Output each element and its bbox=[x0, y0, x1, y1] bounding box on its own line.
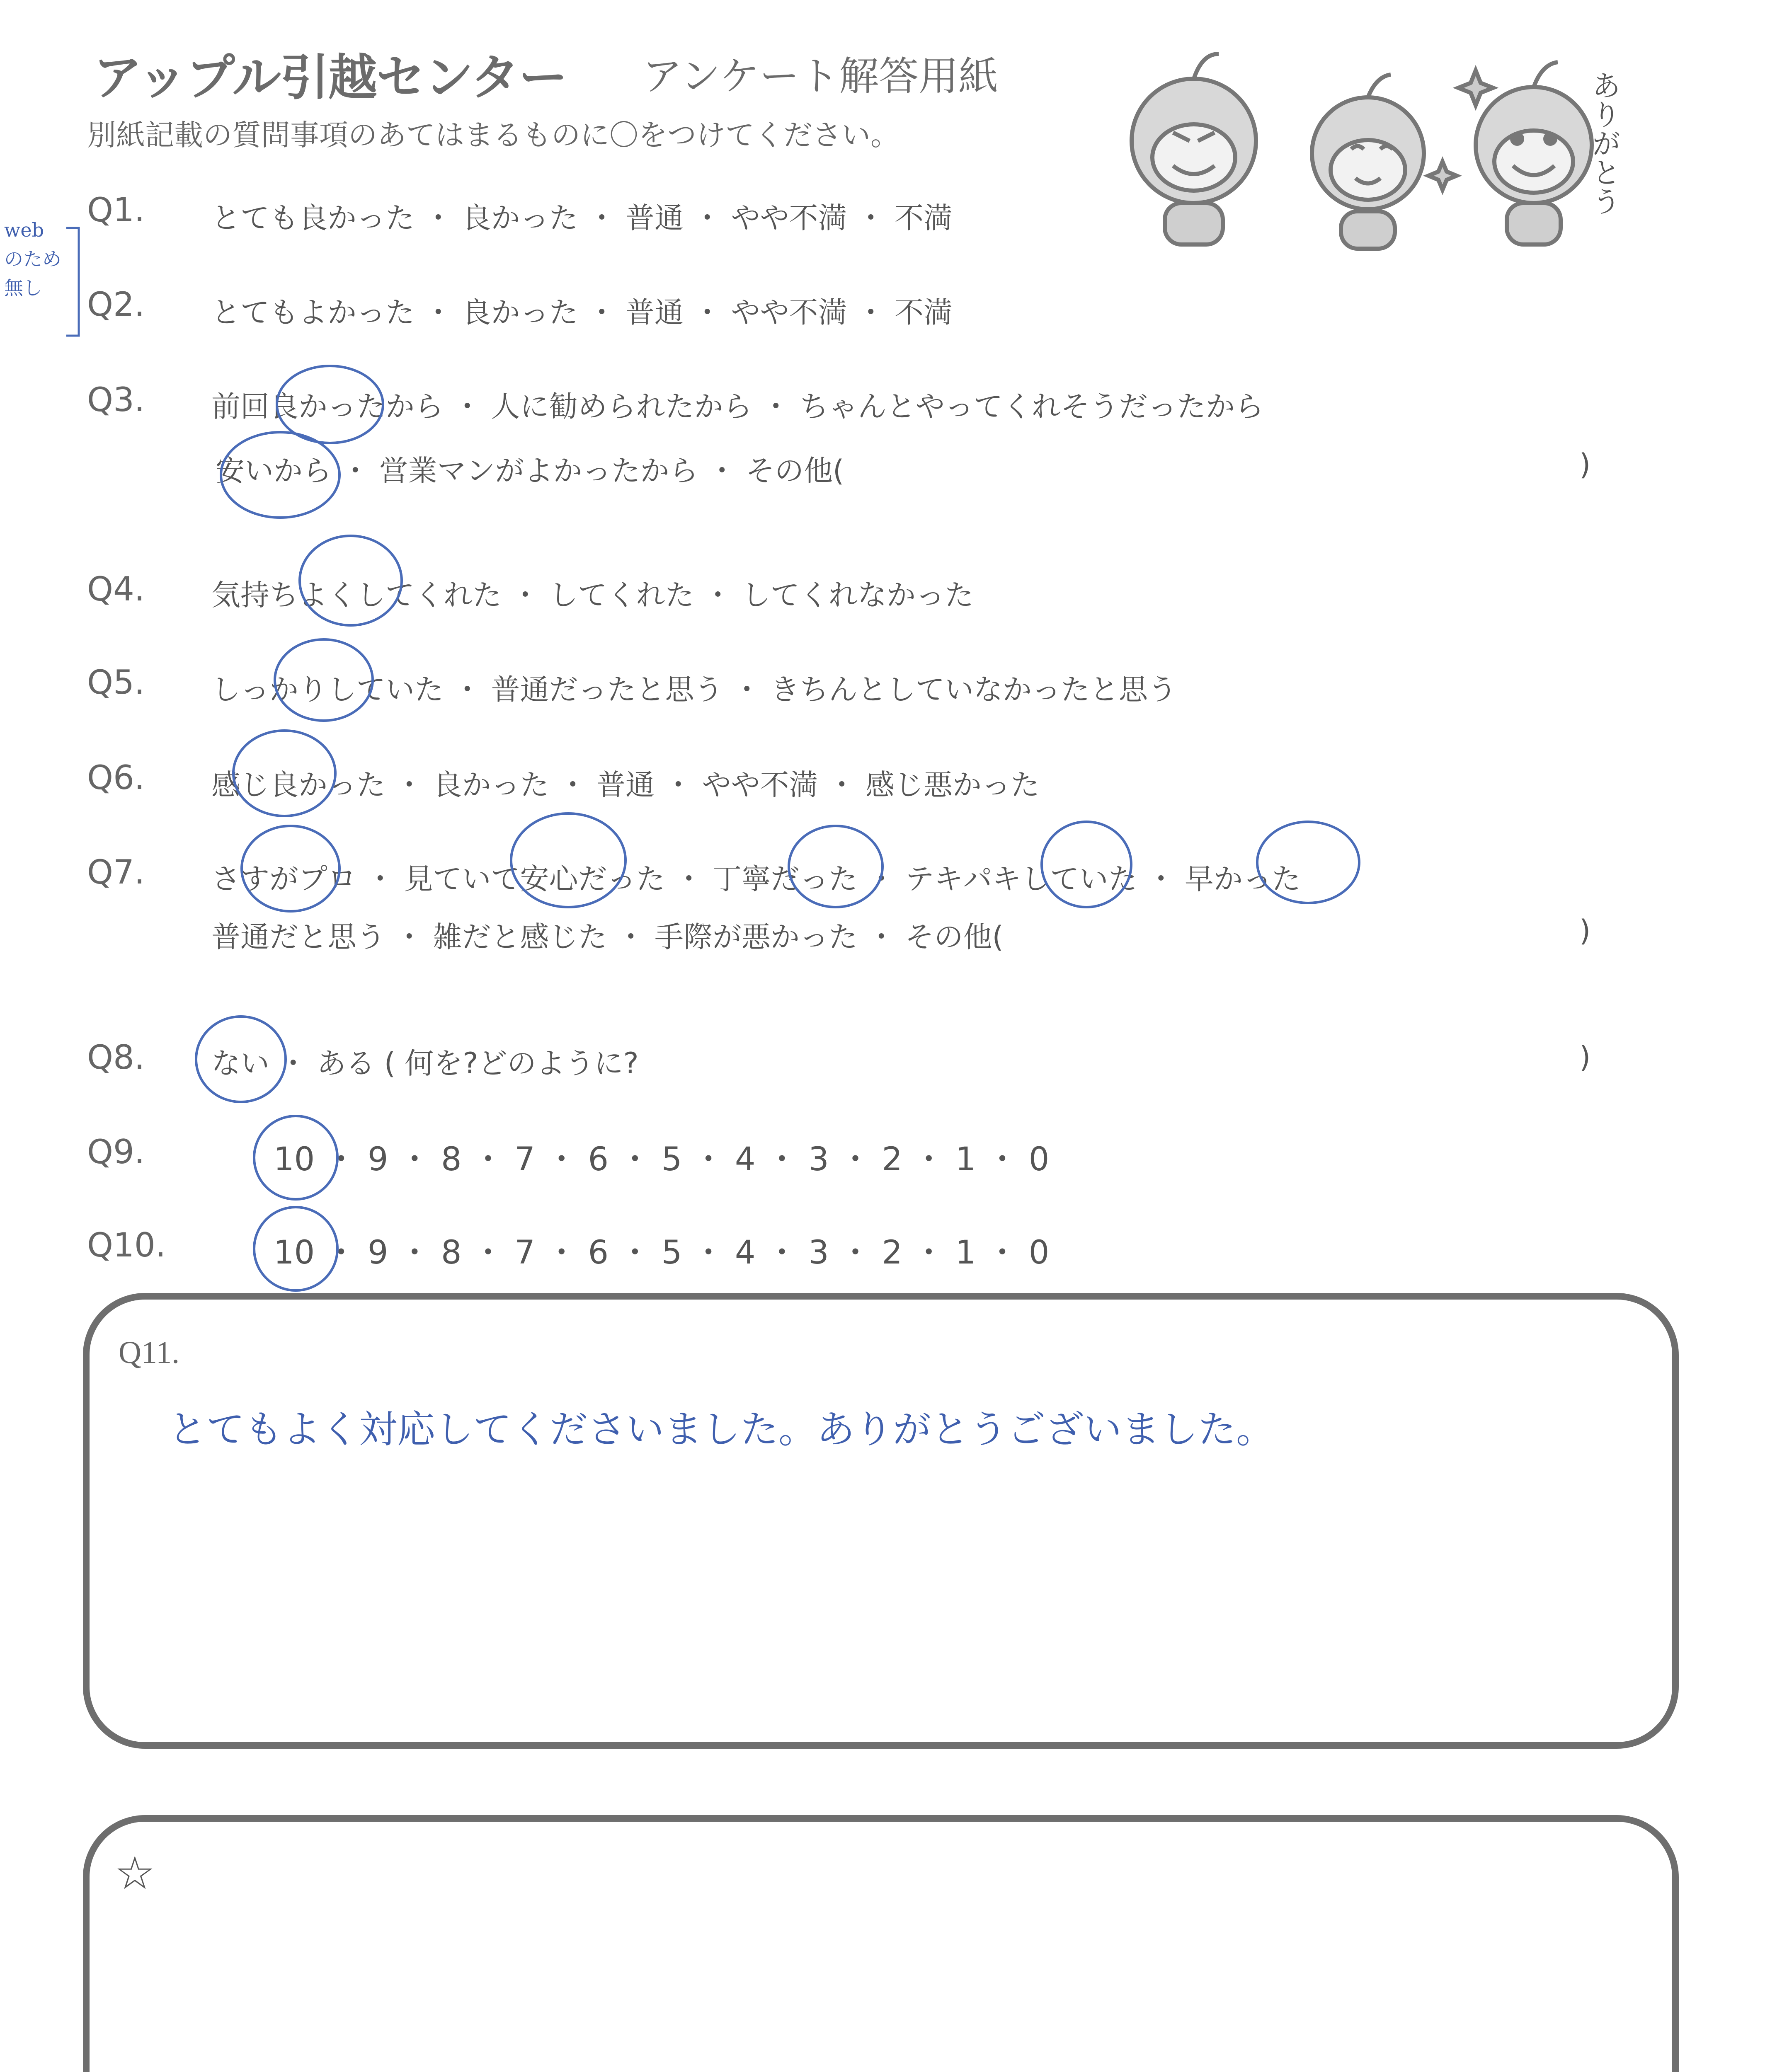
q8-close-paren: ) bbox=[1579, 1040, 1591, 1074]
q8-number: Q8. bbox=[87, 1038, 145, 1077]
answer-circle-q3-yasui bbox=[220, 431, 341, 519]
answer-circle-q7-tekipaki bbox=[1040, 821, 1132, 908]
answer-circle-q4 bbox=[298, 535, 403, 627]
answer-circle-q7-pro bbox=[240, 825, 341, 913]
form-subtitle: アンケート解答用紙 bbox=[642, 53, 999, 99]
answer-circle-q7-hayakatta bbox=[1256, 821, 1360, 904]
form-title: アップル引越センター bbox=[93, 49, 567, 106]
monkey-giggling-icon bbox=[1312, 75, 1424, 249]
q9-scale[interactable]: 10 ・ 9 ・ 8 ・ 7 ・ 6 ・ 5 ・ 4 ・ 3 ・ 2 ・ 1 ・ 0 bbox=[274, 1141, 1050, 1178]
q3-options-line2[interactable]: 安いから ・ 営業マンがよかったから ・ その他( bbox=[216, 454, 844, 488]
margin-bracket bbox=[62, 224, 87, 340]
q10-number: Q10. bbox=[87, 1226, 166, 1264]
q11-label: Q11. bbox=[119, 1335, 180, 1370]
q7-options-line2[interactable]: 普通だと思う ・ 雑だと感じた ・ 手際が悪かった ・ その他( bbox=[211, 920, 1004, 954]
answer-circle-q6 bbox=[232, 729, 337, 817]
answer-circle-q10 bbox=[253, 1206, 339, 1292]
q7-close-paren: ) bbox=[1579, 914, 1591, 948]
instruction-text: 別紙記載の質問事項のあてはまるものに〇をつけてください。 bbox=[87, 118, 899, 152]
margin-note: web のため 無し bbox=[4, 219, 61, 299]
q3-number: Q3. bbox=[87, 380, 145, 419]
q4-number: Q4. bbox=[87, 570, 145, 608]
answer-circle-q7-anshin bbox=[510, 812, 627, 908]
q5-number: Q5. bbox=[87, 663, 145, 702]
q11-handwritten-answer: とてもよく対応してくださいました。ありがとうございました。 bbox=[168, 1407, 1275, 1452]
q1-options[interactable]: とても良かった ・ 良かった ・ 普通 ・ やや不満 ・ 不満 bbox=[211, 201, 953, 235]
mascot-caption: ありがとう bbox=[1587, 70, 1621, 215]
q8-options[interactable]: ない ・ ある ( 何を?どのように? bbox=[211, 1046, 639, 1080]
q3-close-paren: ) bbox=[1579, 448, 1591, 482]
q10-scale[interactable]: 10 ・ 9 ・ 8 ・ 7 ・ 6 ・ 5 ・ 4 ・ 3 ・ 2 ・ 1 ・ 0 bbox=[274, 1234, 1050, 1271]
monkey-laughing-icon bbox=[1132, 54, 1256, 244]
q4-options[interactable]: 気持ちよくしてくれた ・ してくれた ・ してくれなかった bbox=[211, 578, 974, 612]
q11-comment-box[interactable] bbox=[83, 1293, 1679, 1749]
q7-number: Q7. bbox=[87, 853, 145, 891]
q5-options[interactable]: しっかりしていた ・ 普通だったと思う ・ きちんとしていなかったと思う bbox=[211, 673, 1177, 707]
answer-circle-q9 bbox=[253, 1115, 339, 1201]
q1-number: Q1. bbox=[87, 191, 145, 229]
q6-options[interactable]: 感じ良かった ・ 良かった ・ 普通 ・ やや不満 ・ 感じ悪かった bbox=[211, 768, 1040, 802]
q2-options[interactable]: とてもよかった ・ 良かった ・ 普通 ・ やや不満 ・ 不満 bbox=[211, 295, 953, 329]
sparkle-icon bbox=[1428, 162, 1457, 190]
q9-number: Q9. bbox=[87, 1133, 145, 1171]
answer-circle-q7-teinei bbox=[788, 825, 884, 908]
q6-number: Q6. bbox=[87, 758, 145, 797]
star-icon: ☆ bbox=[114, 1847, 155, 1900]
q3-options-line1[interactable]: 前回良かったから ・ 人に勧められたから ・ ちゃんとやってくれそうだったから bbox=[211, 390, 1264, 424]
mascot-illustration bbox=[1094, 37, 1641, 253]
free-comment-box[interactable] bbox=[83, 1815, 1679, 2072]
sparkle-icon bbox=[1458, 70, 1493, 105]
answer-circle-q8 bbox=[195, 1015, 287, 1103]
answer-circle-q5 bbox=[274, 638, 374, 722]
q7-options-line1[interactable]: さすがプロ ・ 見ていて安心だった ・ 丁寧だった ・ テキパキしていた ・ 早かった bbox=[211, 862, 1301, 896]
q2-number: Q2. bbox=[87, 285, 145, 324]
